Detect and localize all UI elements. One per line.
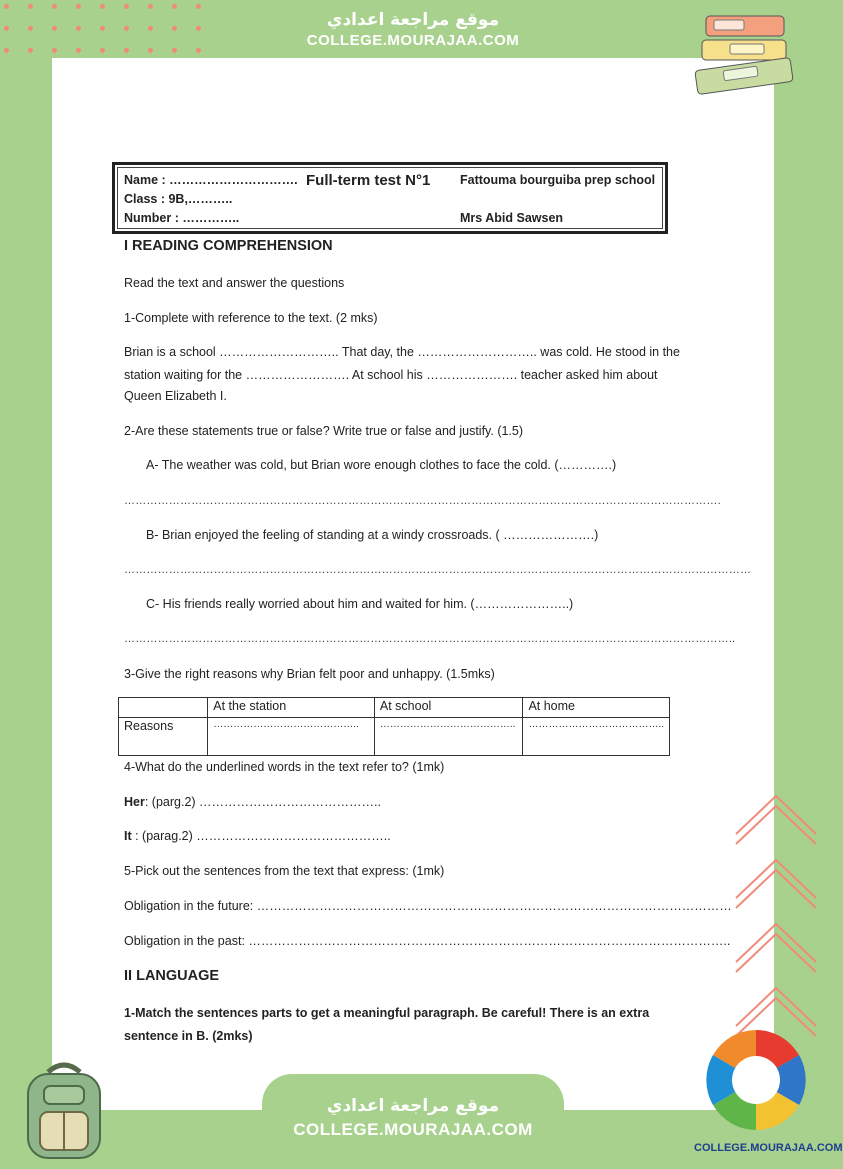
q4-it-answer[interactable]: : (parag.2) ………………………………………..	[131, 829, 391, 843]
q1-line-1[interactable]: Brian is a school ……………………….. That day, the ……………………….. was cold. He stood in the	[124, 345, 680, 359]
q1-line-2[interactable]: station waiting for the ……………………. At school his …………………. teacher asked him about	[124, 368, 658, 382]
language-q1-line-1: 1-Match the sentences parts to get a meaningful paragraph. Be careful! There is an extra	[124, 1006, 650, 1020]
section-language-heading: II LANGUAGE	[124, 968, 220, 984]
table-header-cell	[119, 698, 208, 718]
table-header-row	[119, 698, 670, 718]
table-header-cell: At home	[523, 698, 670, 718]
reasons-table	[118, 697, 670, 756]
reading-instruction: Read the text and answer the questions	[124, 276, 345, 290]
q4-it-line[interactable]	[124, 829, 391, 843]
section-reading-heading: I READING COMPREHENSION	[124, 238, 333, 254]
q4-it-label: It	[124, 829, 132, 843]
q2-answer-line-a[interactable]: …………………………………………………………………………………………………………………………………………….	[124, 495, 721, 507]
school-name: Fattouma bourguiba prep school	[460, 173, 656, 187]
site-domain-bottom[interactable]: COLLEGE.MOURAJAA.COM	[293, 1120, 533, 1139]
q2-statement-a[interactable]: A- The weather was cold, but Brian wore enough clothes to face the cold. (………….)	[146, 458, 617, 472]
q5-prompt: 5-Pick out the sentences from the text that express: (1mk)	[124, 864, 445, 878]
logo-caption[interactable]: COLLEGE.MOURAJAA.COM	[694, 1142, 843, 1154]
table-header-cell: At the station	[208, 698, 375, 718]
q5-past-line[interactable]: Obligation in the past: ……………………………………………………………………………………………………..	[124, 934, 731, 948]
number-field[interactable]: Number : …………..	[124, 211, 240, 225]
table-row-label: Reasons	[119, 718, 208, 756]
language-q1-line-2: sentence in B. (2mks)	[124, 1029, 253, 1043]
table-answer-cell[interactable]: ……………………………………..	[208, 718, 375, 756]
site-arabic-name-bottom: موقع مراجعة اعدادي	[326, 1096, 500, 1116]
q4-her-answer[interactable]: : (parg.2) ……………………………………..	[144, 795, 381, 809]
q5-future-line[interactable]: Obligation in the future: ……………………………………………………………………………………………………	[124, 899, 732, 913]
q2-prompt: 2-Are these statements true or false? Write true or false and justify. (1.5)	[124, 424, 524, 438]
q1-prompt: 1-Complete with reference to the text. (2 mks)	[124, 311, 378, 325]
q2-statement-b[interactable]: B- Brian enjoyed the feeling of standing at a windy crossroads. ( ………………….)	[146, 528, 599, 542]
site-domain[interactable]: COLLEGE.MOURAJAA.COM	[306, 32, 520, 49]
table-answer-cell[interactable]: …………………………………..	[374, 718, 523, 756]
teacher-name: Mrs Abid Sawsen	[460, 211, 564, 225]
table-answer-cell[interactable]: …………………………………..	[523, 718, 670, 756]
q4-prompt: 4-What do the underlined words in the text refer to? (1mk)	[124, 760, 445, 774]
q1-line-3: Queen Elizabeth I.	[124, 389, 227, 403]
q2-answer-line-b[interactable]: ……………………………………………………………………………………………………………………………………………………	[124, 564, 752, 576]
q2-statement-c[interactable]: C- His friends really worried about him and waited for him. (…………………..)	[146, 597, 574, 611]
q2-answer-line-c[interactable]: ………………………………………………………………………………………………………………………………………………..	[124, 633, 736, 645]
class-field[interactable]: Class : 9B,………..	[124, 192, 233, 206]
table-row	[119, 718, 670, 756]
q4-her-label: Her	[124, 795, 145, 809]
name-field[interactable]: Name : ………………………….	[124, 173, 298, 187]
q3-prompt: 3-Give the right reasons why Brian felt poor and unhappy. (1.5mks)	[124, 667, 495, 681]
test-title: Full-term test N°1	[306, 172, 431, 189]
q4-her-line[interactable]	[124, 795, 381, 809]
site-arabic-name: موقع مراجعة اعدادي	[326, 10, 500, 30]
table-header-cell: At school	[374, 698, 523, 718]
